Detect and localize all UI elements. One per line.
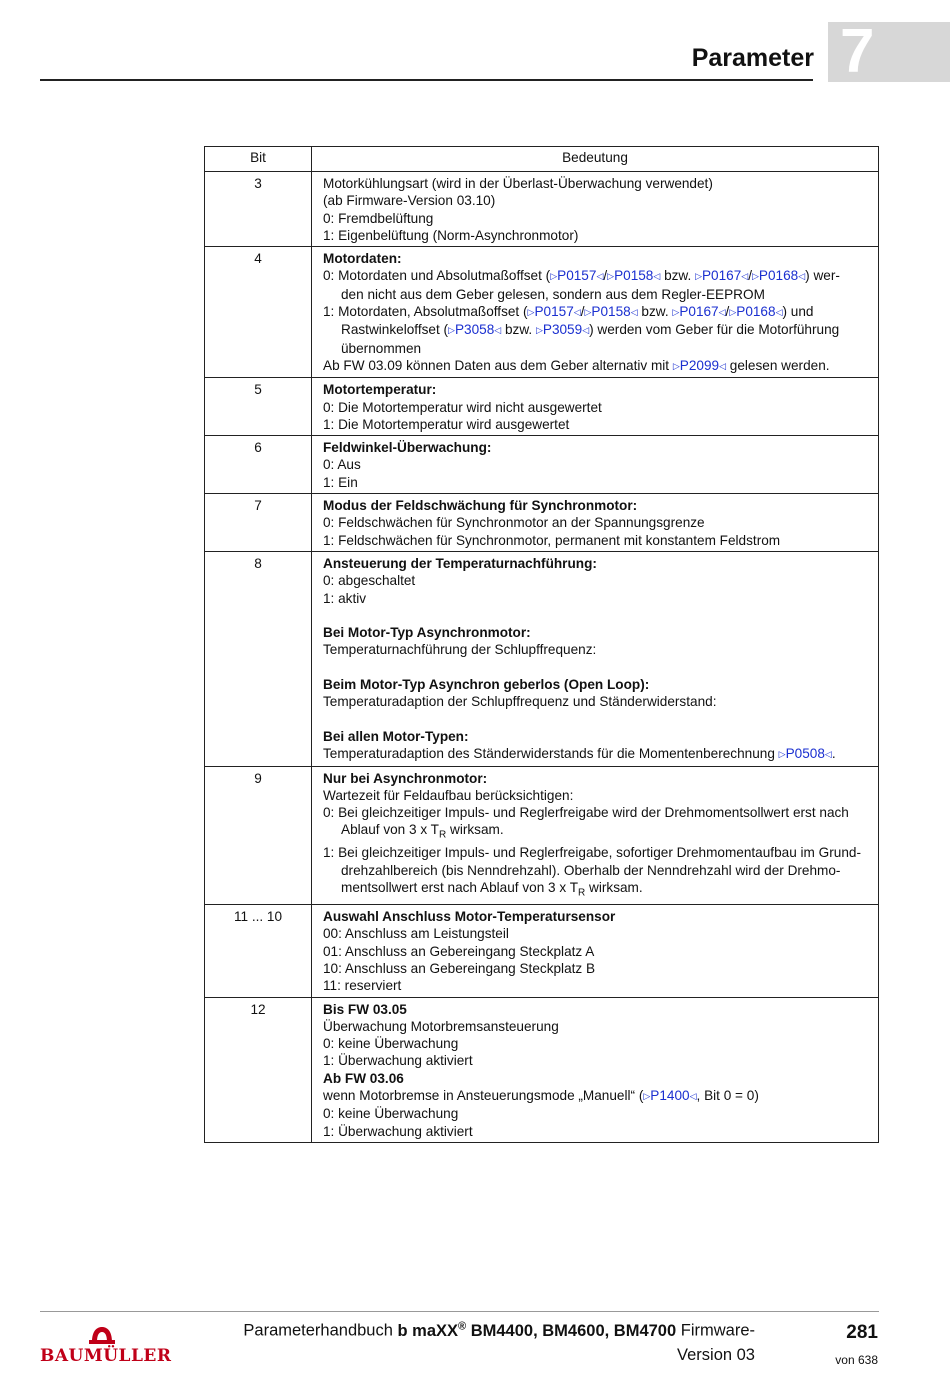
bit-cell: 11 ... 10	[205, 905, 312, 997]
param-link-p0168[interactable]	[752, 268, 805, 283]
bit-table	[204, 146, 879, 1143]
param-link-label: P0167	[679, 304, 719, 320]
header-rule	[40, 79, 813, 81]
link-close-icon: ◁	[719, 360, 726, 371]
sub-heading: Bei allen Motor-Typen:	[323, 728, 469, 744]
text-fragment: mentsollwert erst nach Ablauf von 3 x T	[341, 880, 579, 895]
text-line: 0: Bei gleichzeitiger Impuls- und Reglerfreigabe wird der Drehmomentsollwert erst nach	[323, 805, 849, 821]
meaning-cell	[312, 551, 879, 766]
text-line: 1: Eigenbelüftung (Norm-Asynchronmotor)	[323, 227, 579, 243]
link-open-icon: ▷	[729, 307, 737, 318]
row-heading: Motortemperatur:	[323, 382, 437, 398]
text-line: 0: abgeschaltet	[323, 573, 416, 589]
link-open-icon: ▷	[672, 307, 680, 318]
text-fragment: /	[580, 304, 585, 320]
table-header-row	[205, 147, 879, 172]
link-open-icon: ▷	[607, 271, 615, 282]
table-row	[205, 378, 879, 436]
text-line: drehzahlbereich (bis Nenndrehzahl). Oberhalb der Nenndrehzahl wird der Drehmo-	[341, 862, 841, 878]
text-line: 0: keine Überwachung	[323, 1106, 459, 1122]
bit-cell: 5	[205, 378, 312, 436]
text-line	[323, 1087, 872, 1105]
text-fragment: gelesen werden.	[726, 357, 830, 373]
text-fragment: ) werden vom Geber für die Motorführung	[589, 322, 840, 338]
table-row	[205, 997, 879, 1142]
bit-cell: 8	[205, 551, 312, 766]
link-open-icon: ▷	[584, 307, 592, 318]
meaning-cell	[312, 247, 879, 378]
param-link-p2099[interactable]	[673, 358, 726, 373]
product-brand: b maXX	[397, 1321, 459, 1340]
footer-rule	[40, 1311, 879, 1312]
spacer	[323, 659, 872, 676]
text-line	[323, 357, 872, 375]
text-fragment: Rastwinkeloffset (	[341, 322, 449, 338]
link-open-icon: ▷	[672, 360, 680, 371]
firmware-version: Version 03	[677, 1346, 755, 1364]
spacer	[323, 711, 872, 728]
bit-cell: 4	[205, 247, 312, 378]
title-prefix: Parameterhandbuch	[243, 1321, 398, 1340]
param-link-label: P2099	[679, 357, 720, 373]
text-line: Temperaturnachführung der Schlupffrequenz:	[323, 642, 597, 658]
bit-cell: 9	[205, 766, 312, 905]
link-close-icon: ◁	[824, 749, 832, 760]
text-line: 00: Anschluss am Leistungsteil	[323, 926, 509, 942]
param-link-label: P0158	[591, 304, 631, 320]
text-line: 01: Anschluss an Gebereingang Steckplatz A	[323, 943, 595, 959]
link-open-icon: ▷	[550, 271, 558, 282]
sub-heading: Ab FW 03.06	[323, 1070, 404, 1086]
text-line: den nicht aus dem Geber gelesen, sondern aus dem Regler-EEPROM	[341, 286, 765, 302]
meaning-cell	[312, 436, 879, 494]
page-number: 281	[846, 1322, 878, 1343]
param-link-label: P0168	[736, 304, 776, 320]
text-line: 10: Anschluss an Gebereingang Steckplatz B	[323, 960, 596, 976]
table-row	[205, 905, 879, 997]
text-fragment: , Bit 0 = 0)	[696, 1087, 759, 1103]
text-fragment: bzw.	[660, 268, 696, 284]
link-close-icon: ◁	[494, 325, 502, 336]
param-link-label: P1400	[650, 1087, 690, 1103]
meaning-cell	[312, 378, 879, 436]
text-fragment: /	[603, 268, 608, 284]
link-open-icon: ▷	[448, 325, 455, 336]
product-models: BM4400, BM4600, BM4700	[466, 1321, 677, 1340]
param-link-p0508[interactable]	[779, 746, 832, 761]
param-link-p0167[interactable]	[695, 268, 748, 283]
text-line: 1: Überwachung aktiviert	[323, 1123, 473, 1139]
bit-cell: 12	[205, 997, 312, 1142]
text-line	[323, 321, 872, 339]
param-link-p3058[interactable]	[448, 322, 501, 337]
text-line	[323, 267, 872, 285]
table-row	[205, 551, 879, 766]
text-fragment: Ab FW 03.09 können Daten aus dem Geber alternativ mit	[323, 357, 673, 373]
table-row	[205, 247, 879, 378]
meaning-cell	[312, 766, 879, 905]
param-link-label: P0158	[614, 268, 654, 284]
text-line: 1: Überwachung aktiviert	[323, 1053, 473, 1069]
text-line: übernommen	[341, 340, 422, 356]
link-close-icon: ◁	[630, 307, 638, 318]
meaning-cell	[312, 494, 879, 552]
text-line	[323, 821, 872, 844]
text-line: 11: reserviert	[323, 978, 402, 994]
text-line: Temperaturadaption der Schlupffrequenz und Ständerwiderstand:	[323, 694, 717, 710]
text-fragment: bzw.	[501, 322, 536, 338]
link-open-icon: ▷	[527, 307, 535, 318]
table-row	[205, 494, 879, 552]
text-fragment: /	[748, 268, 752, 284]
page-title: Parameter	[691, 44, 814, 72]
text-line	[323, 745, 872, 763]
text-line	[323, 303, 872, 321]
text-fragment: Temperaturadaption des Ständerwiderstands für die Momentenberechnung	[323, 746, 779, 762]
title-suffix: Firmware-	[676, 1321, 755, 1340]
row-heading: Feldwinkel-Überwachung:	[323, 440, 492, 456]
param-link-p0157[interactable]	[528, 304, 581, 319]
text-line: Überwachung Motorbremsansteuerung	[323, 1018, 559, 1034]
param-link-p0157[interactable]	[550, 268, 603, 283]
text-line	[323, 879, 872, 902]
logo-wordmark: BAUMÜLLER	[40, 1346, 172, 1366]
param-link-label: P0157	[534, 304, 574, 320]
baumueller-logo	[40, 1324, 172, 1368]
text-fragment: Ablauf von 3 x T	[341, 822, 439, 838]
param-link-p0168[interactable]	[729, 304, 782, 319]
text-line: 1: Feldschwächen für Synchronmotor, permanent mit konstantem Feldstrom	[323, 532, 781, 548]
text-line: 1: Ein	[323, 474, 358, 490]
text-fragment: 0: Motordaten und Absolutmaßoffset (	[323, 268, 551, 284]
link-open-icon: ▷	[778, 749, 786, 760]
text-fragment: ) und	[782, 304, 814, 320]
row-heading: Nur bei Asynchronmotor:	[323, 770, 488, 786]
link-close-icon: ◁	[741, 271, 749, 282]
text-line: 0: Feldschwächen für Synchronmotor an der Spannungsgrenze	[323, 515, 705, 531]
link-open-icon: ▷	[535, 325, 543, 336]
subscript: R	[578, 887, 586, 899]
table-row	[205, 172, 879, 247]
text-line: Wartezeit für Feldaufbau berücksichtigen:	[323, 787, 574, 803]
bit-cell: 3	[205, 172, 312, 247]
link-close-icon: ◁	[653, 271, 661, 282]
link-close-icon: ◁	[718, 307, 726, 318]
manual-title	[243, 1320, 755, 1341]
link-open-icon: ▷	[752, 271, 759, 282]
text-fragment: wenn Motorbremse in Ansteuerungsmode „Manuell“ (	[323, 1087, 644, 1103]
text-line: (ab Firmware-Version 03.10)	[323, 193, 496, 209]
link-close-icon: ◁	[582, 325, 590, 336]
text-line: 1: Die Motortemperatur wird ausgewertet	[323, 416, 570, 432]
text-line: Motorkühlungsart (wird in der Überlast-Überwachung verwendet)	[323, 176, 713, 191]
param-link-p1400[interactable]	[643, 1088, 696, 1103]
row-heading: Modus der Feldschwächung für Synchronmotor:	[323, 498, 638, 514]
text-fragment: wirksam.	[585, 880, 643, 895]
chapter-number: 7	[828, 22, 950, 82]
subscript: R	[438, 830, 447, 842]
link-open-icon: ▷	[643, 1090, 651, 1101]
text-fragment: ) wer-	[805, 268, 840, 284]
registered-mark: ®	[458, 1320, 467, 1332]
row-heading: Motordaten:	[323, 251, 402, 267]
spacer	[323, 607, 872, 624]
column-header-bit: Bit	[205, 147, 312, 172]
bit-cell: 6	[205, 436, 312, 494]
param-link-label: P0168	[758, 268, 799, 284]
text-fragment: .	[831, 746, 836, 762]
param-link-p0167[interactable]	[672, 304, 725, 319]
logo-emblem-icon	[89, 1324, 115, 1344]
meaning-cell	[312, 172, 879, 247]
sub-heading: Beim Motor-Typ Asynchron geberlos (Open Loop):	[323, 677, 650, 693]
param-link-label: P3059	[542, 322, 583, 338]
text-line: 0: keine Überwachung	[323, 1036, 459, 1052]
meaning-cell	[312, 905, 879, 997]
text-line: 0: Aus	[323, 457, 361, 473]
text-line: 0: Fremdbelüftung	[323, 210, 434, 226]
text-fragment: wirksam.	[446, 822, 504, 838]
link-close-icon: ◁	[689, 1090, 697, 1101]
row-heading: Auswahl Anschluss Motor-Temperatursensor	[323, 909, 616, 925]
link-open-icon: ▷	[695, 271, 702, 282]
table-row	[205, 436, 879, 494]
link-close-icon: ◁	[573, 307, 581, 318]
text-line: 0: Die Motortemperatur wird nicht ausgewertet	[323, 399, 602, 415]
page-total: von 638	[835, 1353, 878, 1367]
text-fragment: bzw.	[637, 304, 673, 320]
param-link-p0158[interactable]	[584, 304, 637, 319]
bit-cell: 7	[205, 494, 312, 552]
sub-heading: Bei Motor-Typ Asynchronmotor:	[323, 625, 531, 641]
param-link-label: P0508	[785, 746, 825, 762]
table-row	[205, 766, 879, 905]
text-fragment: 1: Motordaten, Absolutmaßoffset (	[323, 304, 528, 320]
text-fragment: /	[725, 304, 730, 320]
param-link-label: P3058	[454, 322, 495, 338]
row-heading: Bis FW 03.05	[323, 1001, 407, 1017]
row-heading: Ansteuerung der Temperaturnachführung:	[323, 555, 597, 571]
link-close-icon: ◁	[596, 271, 604, 282]
link-close-icon: ◁	[798, 271, 806, 282]
column-header-meaning: Bedeutung	[312, 147, 879, 172]
product-name	[398, 1322, 677, 1340]
param-link-label: P0157	[557, 268, 597, 284]
meaning-cell	[312, 997, 879, 1142]
text-line: 1: Bei gleichzeitiger Impuls- und Reglerfreigabe, sofortiger Drehmomentaufbau im Grund-	[323, 845, 861, 861]
text-line: 1: aktiv	[323, 590, 367, 606]
param-link-label: P0167	[701, 268, 742, 284]
link-close-icon: ◁	[775, 307, 783, 318]
param-link-p3059[interactable]	[536, 322, 589, 337]
param-link-p0158[interactable]	[607, 268, 660, 283]
